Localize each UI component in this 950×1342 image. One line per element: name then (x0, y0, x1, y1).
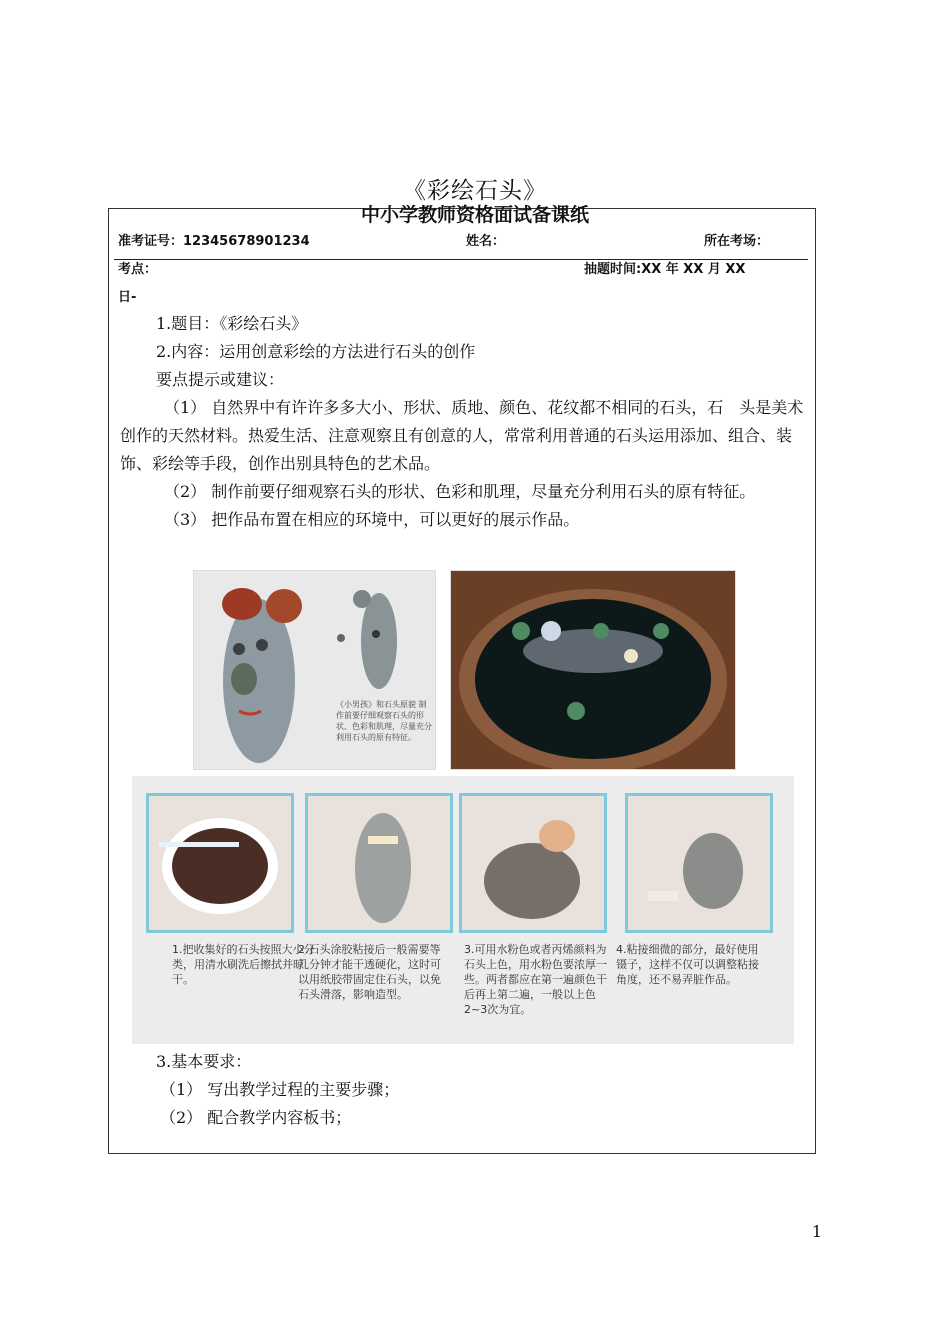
step-4-image (625, 793, 773, 933)
tips-heading: 要点提示或建议： (156, 370, 285, 389)
requirement-1: （1） 写出教学过程的主要步骤； (160, 1080, 400, 1099)
requirements-heading: 3.基本要求： (156, 1052, 252, 1071)
draw-time-label: 抽题时间:XX 年 XX 月 XX (584, 262, 746, 277)
form-title: 中小学教师资格面试备课纸 (360, 204, 589, 226)
step-2-image (305, 793, 453, 933)
content-line: 2.内容：运用创意彩绘的方法进行石头的创作 (156, 342, 476, 361)
stone-face-photo (193, 570, 436, 770)
lesson-content (120, 310, 810, 534)
step-1-image (146, 793, 294, 933)
step-3-caption: 3.可用水粉色或者丙烯颜料为石头上色，用水粉色要浓厚一些。两者都应在第一遍颜色干后再上第二遍，一般以上色2~3次为宜。 (464, 943, 607, 1016)
step-3-illustration (462, 796, 604, 930)
step-2-caption: 2.石头涂胶粘接后一般需要等几分钟才能干透硬化，这时可以用纸胶带固定住石头，以免石头滑落，影响造型。 (298, 943, 441, 1001)
tip-1: （1） 自然界中有许许多多大小、形状、质地、颜色、花纹都不相同的石头，石 头是美术创作的天然材料。热爱生活、注意观察且有创意的人，常常利用普通的石头运用添加、组合、装饰、彩绘等手段，创作出别具特色的艺术品。 (120, 398, 804, 473)
bowl-scene-illustration (451, 571, 736, 770)
page-number: 1 (811, 1222, 822, 1241)
day-label: 日- (118, 290, 137, 305)
topic-line: 1.题目：《彩绘石头》 (156, 314, 308, 333)
tip-3: （3） 把作品布置在相应的环境中，可以更好的展示作品。 (164, 510, 580, 529)
document-title: 《彩绘石头》 (403, 178, 547, 204)
requirements (120, 1048, 810, 1132)
exam-site-label: 所在考场： (704, 234, 770, 249)
step-2-illustration (308, 796, 450, 930)
bowl-scene-photo (450, 570, 736, 770)
step-1-caption: 1.把收集好的石头按照大小分类，用清水刷洗后擦拭并晾干。 (172, 943, 315, 986)
stone-face-caption: 《小男孩》和石头原貌 制作前要仔细观察石头的形状、色彩和肌理，尽量充分利用石头的原有特征。 (336, 700, 432, 742)
step-4-illustration (628, 796, 770, 930)
requirement-2: （2） 配合教学内容板书； (160, 1108, 352, 1127)
tip-2: （2） 制作前要仔细观察石头的形状、色彩和肌理，尽量充分利用石头的原有特征。 (164, 482, 756, 501)
step-1-illustration (149, 796, 291, 930)
exam-point-label: 考点： (118, 262, 158, 277)
header-divider (114, 259, 808, 260)
step-4-caption: 4.粘接细微的部分，最好使用镊子，这样不仅可以调整粘接角度，还不易弄脏作品。 (616, 943, 759, 986)
step-3-image (459, 793, 607, 933)
exam-id-label: 准考证号：12345678901234 (118, 234, 310, 249)
name-label: 姓名： (466, 234, 506, 249)
